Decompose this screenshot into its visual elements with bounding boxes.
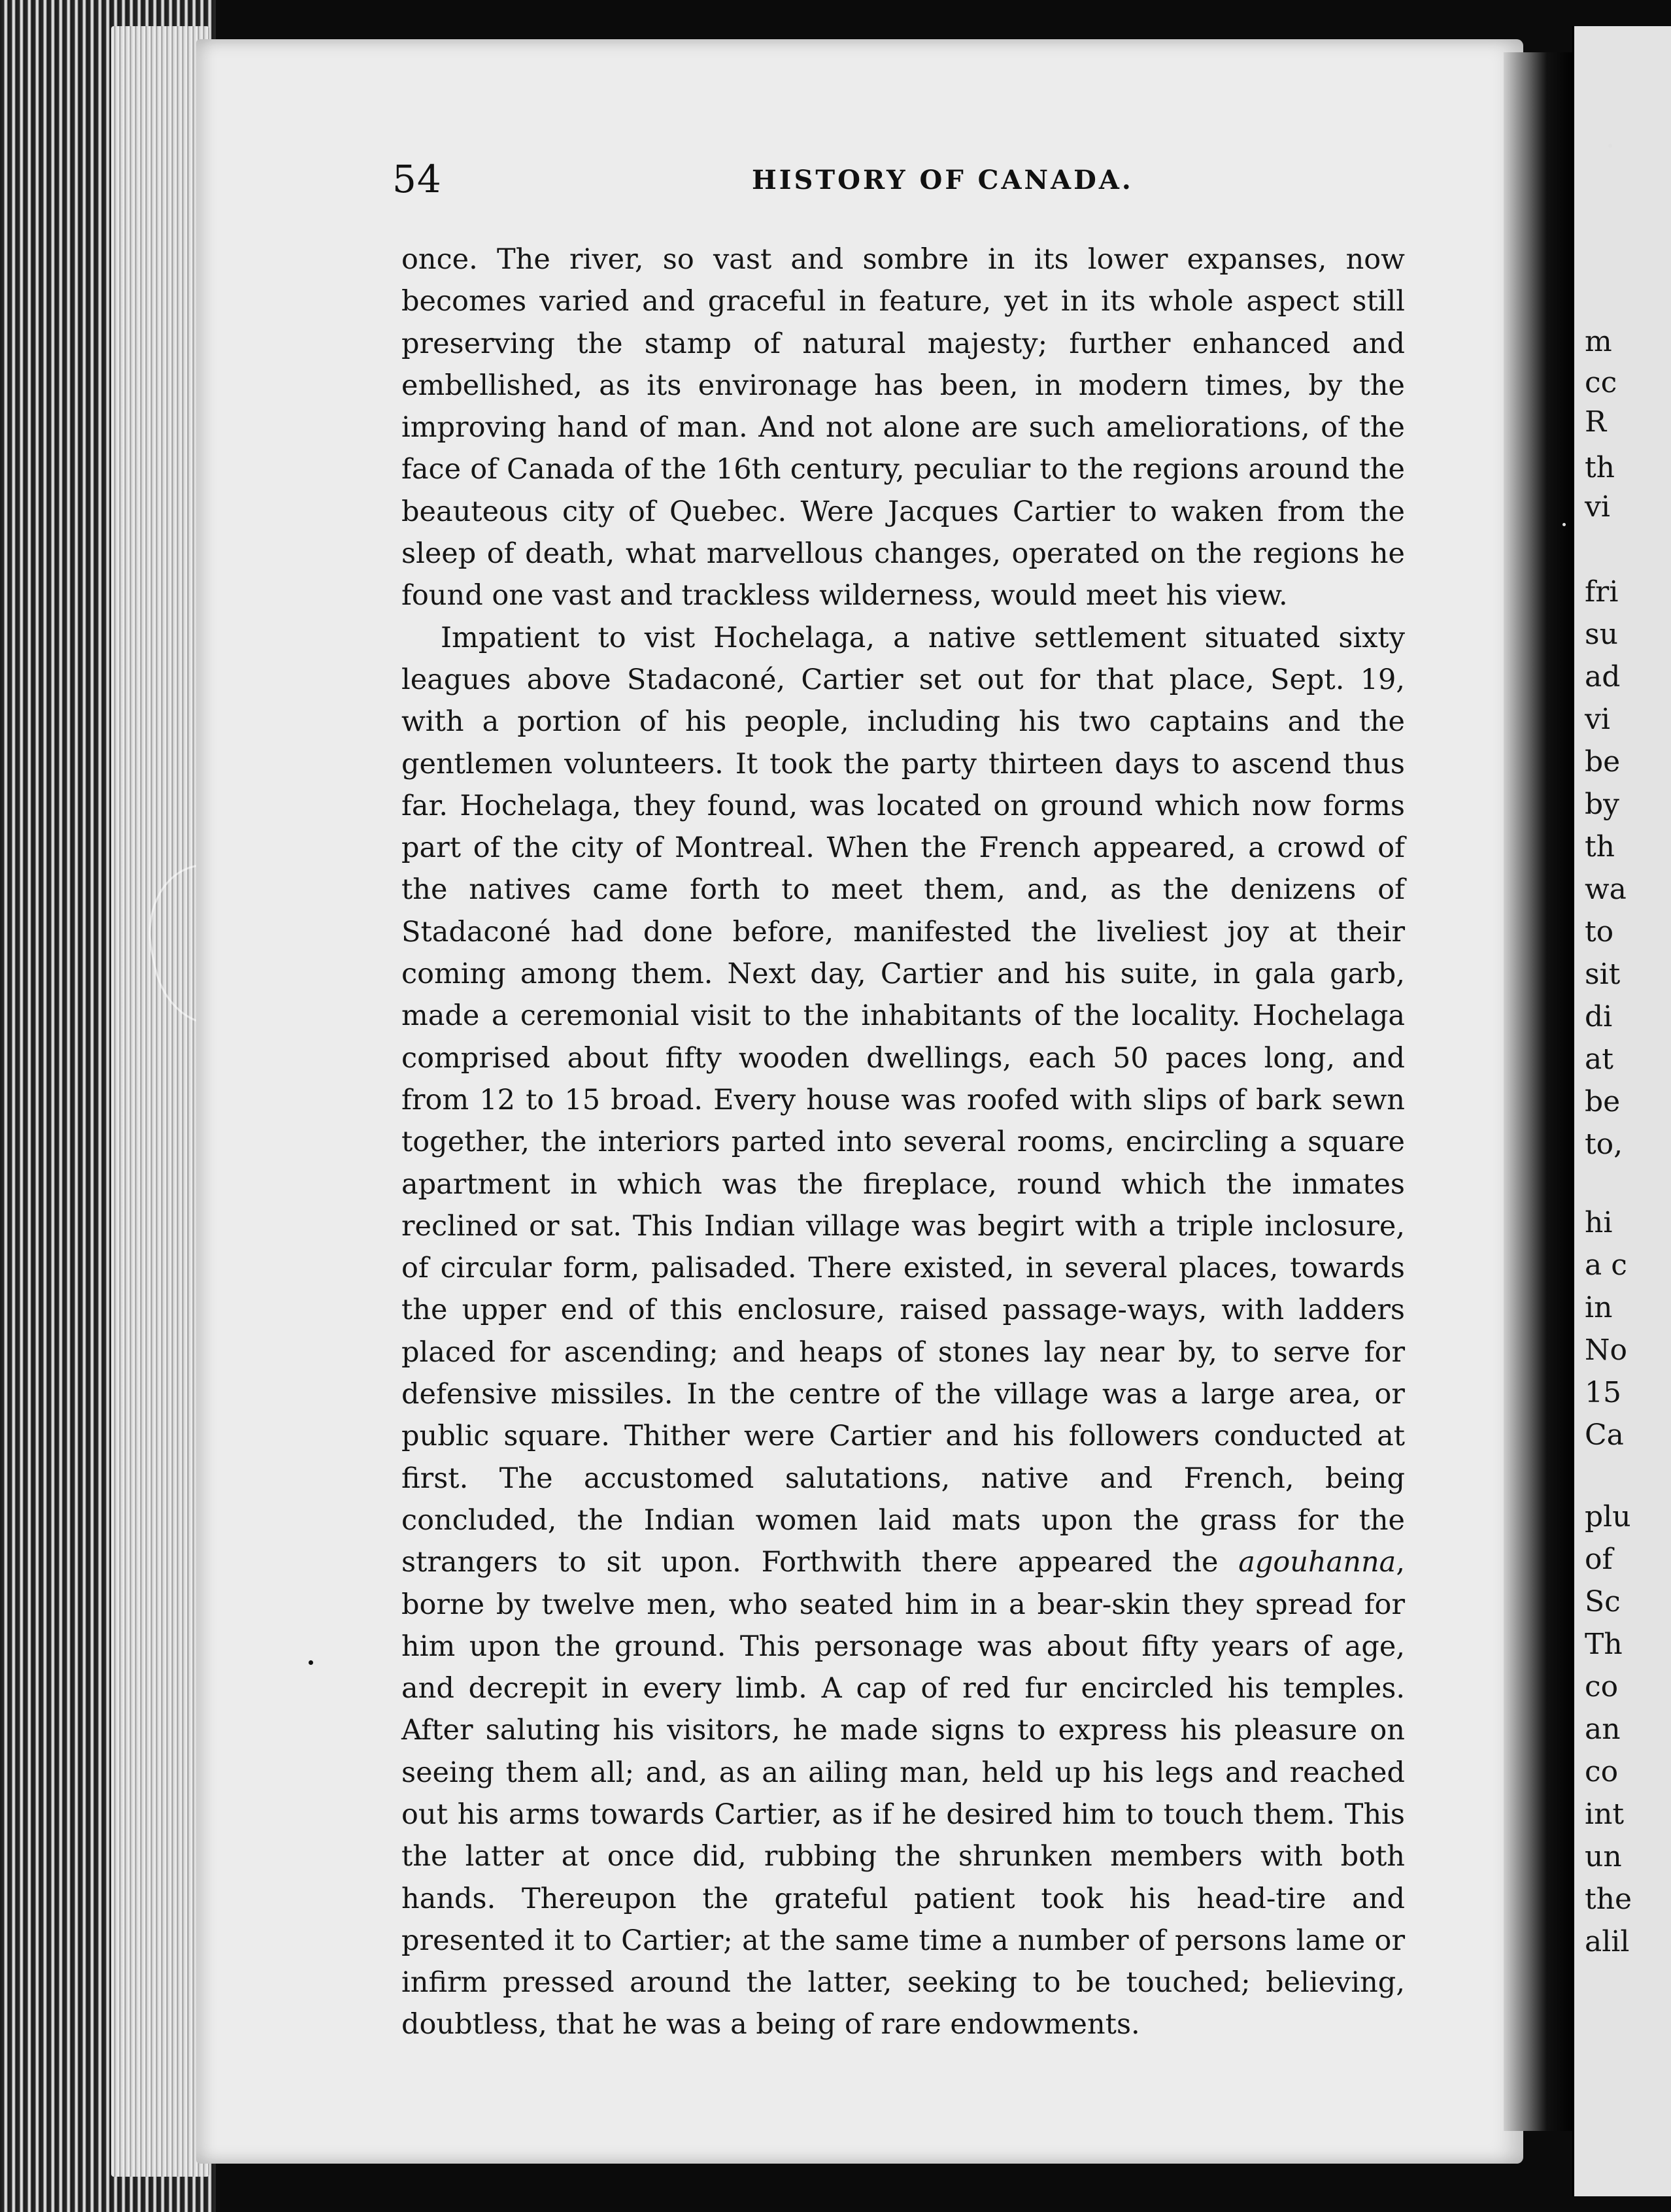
adjacent-page-text-fragment: an [1585,1713,1621,1746]
adjacent-page-text-fragment: un [1585,1840,1622,1873]
page-header [392,157,1412,209]
adjacent-page-text-fragment: vi [1585,490,1610,524]
adjacent-page-text-fragment: m [1585,325,1612,358]
adjacent-page-text-fragment: int [1585,1798,1625,1831]
adjacent-page-text-fragment: di [1585,1000,1613,1033]
page-number: 54 [392,157,442,201]
adjacent-page-text-fragment: the [1585,1883,1632,1916]
paragraph-2 [401,617,1405,2046]
adjacent-page-text-fragment: vi [1585,703,1610,736]
running-title: HISTORY OF CANADA. [752,165,1134,195]
adjacent-page-text-fragment: No [1585,1333,1627,1367]
adjacent-page-text-fragment: th [1585,451,1615,484]
book-gutter [1504,52,1576,2131]
adjacent-page-text-fragment: cc [1585,366,1617,399]
adjacent-page-text-fragment: by [1585,788,1620,821]
adjacent-page-text-fragment: ad [1585,660,1621,694]
paragraph-2-part-2: , borne by twelve men, who seated him in a bear-skin they spread for him upon the ground. This personage was about fifty years of age, and decrepit in every limb. A cap of red fur encircled his temples. After saluting his visitors, he made signs to express his pleasure on seeing them all; and, as an ailing man, held up his legs and reached out his arms towards Cartier, as if he desired him to touch them. This the latter at once did, rubbing the shrunken members with both hands. Thereupon the grateful patient took his head-tire and presented it to Cartier; at the same time a number of persons lame or infirm pressed around the latter, seeking to be touched; believing, doubtless, that he was a being of rare endowments. [401,1546,1405,2041]
adjacent-page-text-fragment: Sc [1585,1585,1621,1618]
paragraph-2-part-1: Impatient to vist Hochelaga, a native settlement situated sixty leagues above Stadaconé, Cartier set out for that place, Sept. 19, with a portion of his people, including his two captains and the gentlemen volunteers. It took the party thirteen days to ascend thus far. Hochelaga, they found, was located on ground which now forms part of the city of Montreal. When the French appeared, a crowd of the natives came forth to meet them, and, as the denizens of Stadaconé had done before, manifested the liveliest joy at their coming among them. Next day, Cartier and his suite, in gala garb, made a ceremonial visit to the inhabitants of the locality. Hochelaga comprised about fifty wooden dwellings, each 50 paces long, and from 12 to 15 broad. Every house was roofed with slips of bark sewn together, the interiors parted into several rooms, encircling a square apartment in which was the fireplace, round which the inmates reclined or sat. This Indian village was begirt with a triple inclosure, of circular form, palisaded. There existed, in several places, towards the upper end of this enclosure, raised passage-ways, with ladders placed for ascending; and heaps of stones lay near by, to serve for defensive missiles. In the centre of the village was a large area, or public square. Thither were Cartier and his followers conducted at first. The accustomed salutations, native and French, being concluded, the Indian women laid mats upon the grass for the strangers to sit upon. Forthwith there appeared the [401,621,1405,1579]
adjacent-page-text-fragment: at [1585,1043,1613,1076]
adjacent-page-text-fragment: fri [1585,575,1619,609]
italic-term: agouhanna [1238,1546,1396,1579]
adjacent-page-text-fragment: sit [1585,958,1621,991]
adjacent-page-text-fragment: a c [1585,1248,1627,1282]
adjacent-page-text-fragment: co [1585,1755,1619,1788]
paragraph-1: once. The river, so vast and sombre in its lower expanses, now becomes varied and graceful in feature, yet in its whole aspect still preserving the stamp of natural majesty; further enhanced and embellished, as its environage has been, in modern times, by the improving hand of man. And not alone are such ameliorations, of the face of Canada of the 16th century, peculiar to the regions around the beauteous city of Quebec. Were Jacques Cartier to waken from the sleep of death, what marvellous changes, operated on the regions he found one vast and trackless wilderness, would meet his view. [401,243,1405,612]
adjacent-page-text-fragment: be [1585,1085,1621,1118]
adjacent-page-text-fragment: plu [1585,1500,1631,1533]
adjacent-page-text-fragment: co [1585,1670,1619,1703]
adjacent-page-text-fragment: in [1585,1291,1613,1324]
adjacent-page-text-fragment: to [1585,915,1614,948]
adjacent-page-text-fragment: Th [1585,1628,1623,1661]
adjacent-page-text-fragment: hi [1585,1206,1613,1239]
adjacent-page-text-fragment: of [1585,1543,1613,1576]
adjacent-page-text-fragment: wa [1585,873,1627,906]
adjacent-page-edge [1572,26,1671,2196]
adjacent-page-text-fragment: alil [1585,1925,1630,1958]
adjacent-page-text-fragment: to, [1585,1128,1623,1161]
stacked-page-edges [111,26,209,2177]
adjacent-page-text-fragment: be [1585,745,1621,779]
adjacent-page-text-fragment: 15 [1585,1376,1621,1409]
adjacent-page-text-fragment: su [1585,618,1618,651]
adjacent-page-text-fragment: R [1585,405,1607,439]
body-text [401,239,1405,2046]
adjacent-page-text-fragment: th [1585,830,1615,863]
adjacent-page-text-fragment: Ca [1585,1418,1624,1452]
